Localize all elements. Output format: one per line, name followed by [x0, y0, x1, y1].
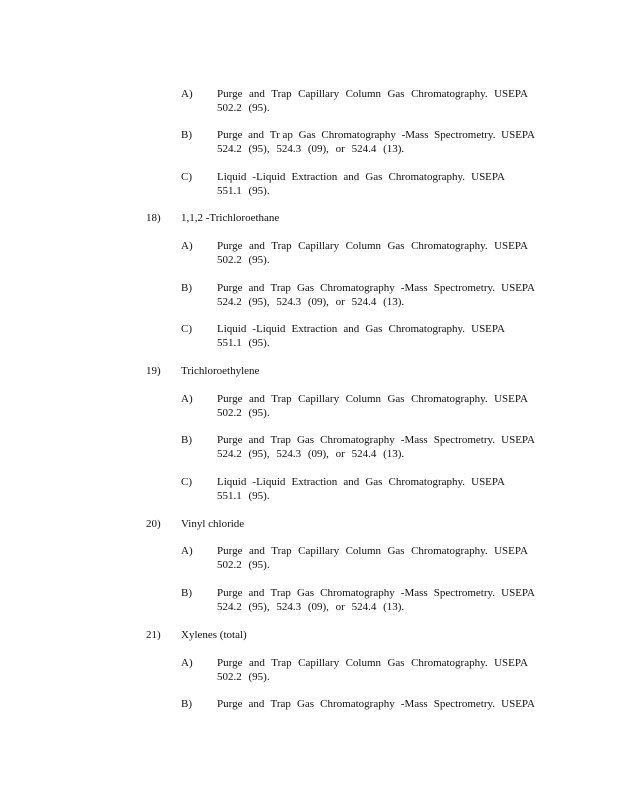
method-word: Trap: [271, 240, 292, 252]
method-word: USEPA: [501, 698, 535, 710]
method-description-line: [217, 393, 528, 407]
sub-item-letter: B): [181, 698, 192, 710]
method-word: Purge: [217, 129, 243, 141]
sub-item-text: [217, 171, 505, 198]
method-word: Purge: [217, 698, 243, 710]
method-word: Trap: [270, 587, 291, 599]
method-word: and: [248, 282, 265, 294]
method-word: Liquid: [217, 323, 247, 335]
method-word: Liquid: [217, 171, 247, 183]
method-description-line: [217, 545, 528, 559]
method-word: Purge: [217, 88, 243, 100]
method-description-line: [217, 657, 528, 671]
method-description-line: [217, 587, 535, 601]
item-number: 18): [146, 212, 161, 224]
method-word: -Liquid: [252, 476, 286, 488]
sub-item-text: [217, 587, 535, 614]
method-word: USEPA: [494, 88, 528, 100]
method-word: USEPA: [494, 657, 528, 669]
method-word: Gas: [387, 657, 405, 669]
method-word: Capillary: [298, 393, 340, 405]
sub-item-text: [217, 393, 528, 420]
method-word: USEPA: [471, 171, 505, 183]
method-word: Chromatography.: [411, 545, 488, 557]
sub-item-letter: B): [181, 129, 192, 141]
method-word: Capillary: [298, 657, 340, 669]
method-numbers-line: 502.2 (95).: [217, 253, 270, 266]
method-word: and: [248, 545, 265, 557]
method-word: Column: [345, 88, 382, 100]
method-word: and: [343, 476, 360, 488]
sub-item-letter: B): [181, 434, 192, 446]
sub-item-text: [217, 88, 528, 115]
method-description-line: [217, 240, 528, 254]
sub-item-text: [217, 282, 535, 309]
sub-item-letter: A): [181, 88, 193, 100]
sub-item-letter: C): [181, 171, 192, 183]
method-word: Gas: [387, 545, 405, 557]
method-word: Column: [345, 657, 382, 669]
sub-item-text: [217, 476, 505, 503]
method-word: and: [248, 434, 265, 446]
method-word: Trap: [271, 657, 292, 669]
method-numbers-line: 502.2 (95).: [217, 558, 270, 571]
method-word: Chromatography.: [388, 323, 466, 335]
item-number: 19): [146, 365, 161, 377]
method-word: and: [248, 129, 265, 141]
method-word: Gas: [298, 129, 316, 141]
method-description-line: [217, 171, 505, 185]
sub-item-text: [217, 323, 505, 350]
method-word: Spectrometry.: [434, 129, 496, 141]
method-description-line: [217, 476, 505, 490]
sub-item-text: [217, 240, 528, 267]
method-word: Spectrometry.: [433, 434, 496, 446]
method-word: USEPA: [501, 587, 535, 599]
method-word: Chromatography: [321, 129, 396, 141]
method-word: Chromatography: [320, 698, 395, 710]
method-word: Gas: [296, 698, 315, 710]
sub-item-text: [217, 545, 528, 572]
method-word: -Mass: [400, 282, 428, 294]
sub-item-text: [217, 129, 535, 156]
method-word: Chromatography: [320, 282, 395, 294]
method-word: Purge: [217, 393, 243, 405]
method-word: USEPA: [471, 323, 505, 335]
method-word: Capillary: [298, 545, 340, 557]
method-word: Purge: [217, 240, 243, 252]
method-word: Chromatography: [320, 434, 395, 446]
item-title: Xylenes (total): [181, 629, 247, 641]
method-word: Purge: [217, 657, 243, 669]
method-word: Column: [345, 545, 382, 557]
method-word: Gas: [387, 88, 405, 100]
item-number: 20): [146, 518, 161, 530]
method-word: and: [248, 393, 265, 405]
method-numbers-line: 524.2 (95), 524.3 (09), or 524.4 (13).: [217, 295, 405, 308]
method-word: Column: [345, 240, 382, 252]
method-word: USEPA: [471, 476, 505, 488]
method-description-line: [217, 323, 505, 337]
method-word: Tr ap: [269, 129, 293, 141]
method-description-line: [217, 698, 535, 712]
method-word: Extraction: [291, 323, 338, 335]
method-word: Spectrometry.: [433, 587, 496, 599]
sub-item-letter: A): [181, 393, 193, 405]
method-word: -Liquid: [252, 171, 286, 183]
method-word: Spectrometry.: [433, 282, 496, 294]
method-description-line: [217, 129, 535, 143]
method-word: Extraction: [291, 476, 338, 488]
method-numbers-line: 524.2 (95), 524.3 (09), or 524.4 (13).: [217, 600, 405, 613]
method-word: and: [343, 323, 360, 335]
method-word: -Mass: [400, 698, 428, 710]
method-word: Gas: [365, 323, 383, 335]
method-word: Purge: [217, 282, 243, 294]
item-title: 1,1,2 -Trichloroethane: [181, 212, 280, 224]
method-word: -Mass: [401, 129, 429, 141]
method-word: USEPA: [501, 129, 535, 141]
method-word: -Mass: [400, 434, 428, 446]
method-word: Trap: [271, 545, 292, 557]
method-word: Chromatography.: [411, 657, 488, 669]
sub-item-letter: B): [181, 282, 192, 294]
method-word: Gas: [296, 282, 315, 294]
method-word: Trap: [271, 393, 292, 405]
method-word: Chromatography: [320, 587, 395, 599]
sub-item-letter: A): [181, 240, 193, 252]
method-word: Gas: [387, 240, 405, 252]
method-numbers-line: 524.2 (95), 524.3 (09), or 524.4 (13).: [217, 142, 405, 155]
method-description-line: [217, 282, 535, 296]
method-word: Chromatography.: [411, 240, 488, 252]
method-word: and: [248, 657, 265, 669]
method-word: USEPA: [494, 393, 528, 405]
method-word: Gas: [296, 434, 315, 446]
method-word: Liquid: [217, 476, 247, 488]
method-numbers-line: 551.1 (95).: [217, 184, 270, 197]
method-word: Column: [345, 393, 382, 405]
method-word: Gas: [365, 171, 383, 183]
method-word: Chromatography.: [388, 476, 466, 488]
method-numbers-line: 502.2 (95).: [217, 101, 270, 114]
method-word: Capillary: [298, 88, 340, 100]
sub-item-letter: C): [181, 323, 192, 335]
method-numbers-line: 551.1 (95).: [217, 489, 270, 502]
sub-item-text: [217, 657, 528, 684]
sub-item-text: [217, 434, 535, 461]
method-word: and: [343, 171, 360, 183]
sub-item-text: [217, 698, 535, 712]
method-numbers-line: 502.2 (95).: [217, 670, 270, 683]
method-word: USEPA: [494, 240, 528, 252]
method-word: Purge: [217, 545, 243, 557]
method-word: and: [248, 698, 265, 710]
method-word: USEPA: [494, 545, 528, 557]
method-word: Gas: [365, 476, 383, 488]
method-description-line: [217, 88, 528, 102]
method-word: Gas: [296, 587, 315, 599]
method-word: and: [248, 88, 265, 100]
method-numbers-line: 502.2 (95).: [217, 406, 270, 419]
method-word: and: [248, 240, 265, 252]
method-word: Trap: [270, 434, 291, 446]
item-title: Trichloroethylene: [181, 365, 260, 377]
method-numbers-line: 524.2 (95), 524.3 (09), or 524.4 (13).: [217, 447, 405, 460]
method-word: Purge: [217, 587, 243, 599]
method-numbers-line: 551.1 (95).: [217, 336, 270, 349]
item-title: Vinyl chloride: [181, 518, 245, 530]
method-word: Trap: [271, 88, 292, 100]
sub-item-letter: A): [181, 657, 193, 669]
method-word: Chromatography.: [411, 393, 488, 405]
method-word: Chromatography.: [388, 171, 466, 183]
method-word: -Liquid: [252, 323, 286, 335]
method-word: Capillary: [298, 240, 340, 252]
item-number: 21): [146, 629, 161, 641]
method-word: Extraction: [291, 171, 338, 183]
sub-item-letter: A): [181, 545, 193, 557]
method-word: -Mass: [400, 587, 428, 599]
method-description-line: [217, 434, 535, 448]
method-word: USEPA: [501, 282, 535, 294]
method-word: Trap: [270, 282, 291, 294]
method-word: Purge: [217, 434, 243, 446]
method-word: Chromatography.: [411, 88, 488, 100]
method-word: Trap: [270, 698, 291, 710]
method-word: and: [248, 587, 265, 599]
method-word: Spectrometry.: [433, 698, 496, 710]
method-word: Gas: [387, 393, 405, 405]
method-word: USEPA: [501, 434, 535, 446]
sub-item-letter: B): [181, 587, 192, 599]
sub-item-letter: C): [181, 476, 192, 488]
